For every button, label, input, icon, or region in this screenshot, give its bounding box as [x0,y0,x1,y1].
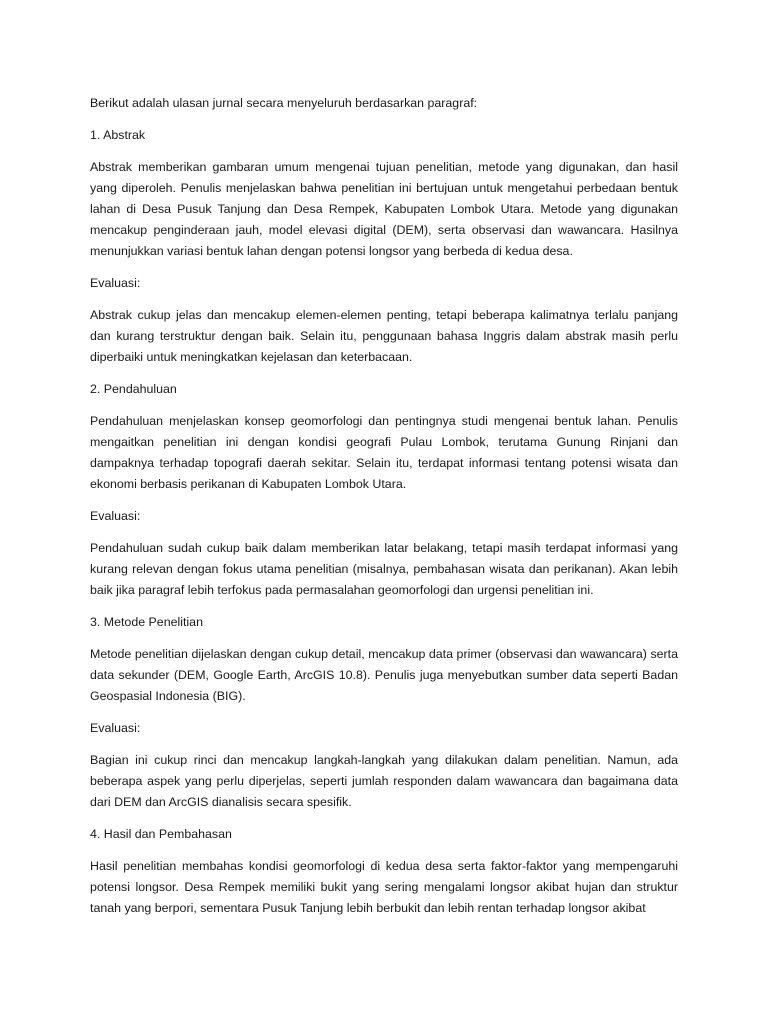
section-body-hasil: Hasil penelitian membahas kondisi geomorfologi di kedua desa serta faktor-faktor yang mempengaruhi potensi longsor. Desa Rempek memiliki bukit yang sering mengalami longsor akibat hujan dan struktur tanah yang berpori, sementara Pusuk Tanjung lebih berbukit dan lebih rentan terhadap longsor akibat [90,859,678,915]
section-body-metode: Metode penelitian dijelaskan dengan cukup detail, mencakup data primer (observasi dan wawancara) serta data sekunder (DEM, Google Earth, ArcGIS 10.8). Penulis juga menyebutkan sumber data seperti Badan Geospasial Indonesia (BIG). [90,647,678,703]
evaluation-label-metode: Evaluasi: [90,721,141,735]
section-heading-hasil: 4. Hasil dan Pembahasan [90,827,232,841]
document-page [90,93,678,919]
evaluation-body-pendahuluan: Pendahuluan sudah cukup baik dalam memberikan latar belakang, tetapi masih terdapat informasi yang kurang relevan dengan fokus utama penelitian (misalnya, pembahasan wisata dan perikanan). Akan lebih baik jika paragraf lebih terfokus pada permasalahan geomorfologi dan urgensi penelitian ini. [90,541,678,597]
section-body-abstrak: Abstrak memberikan gambaran umum mengenai tujuan penelitian, metode yang digunakan, dan hasil yang diperoleh. Penulis menjelaskan bahwa penelitian ini bertujuan untuk mengetahui perbedaan bentuk lahan di Desa Pusuk Tanjung dan Desa Rempek, Kabupaten Lombok Utara. Metode yang digunakan mencakup penginderaan jauh, model elevasi digital (DEM), serta observasi dan wawancara. Hasilnya menunjukkan variasi bentuk lahan dengan potensi longsor yang berbeda di kedua desa. [90,160,678,258]
evaluation-body-metode: Bagian ini cukup rinci dan mencakup langkah-langkah yang dilakukan dalam penelitian. Namun, ada beberapa aspek yang perlu diperjelas, seperti jumlah responden dalam wawancara dan bagaimana data dari DEM dan ArcGIS dianalisis secara spesifik. [90,753,678,809]
evaluation-body-abstrak: Abstrak cukup jelas dan mencakup elemen-elemen penting, tetapi beberapa kalimatnya terlalu panjang dan kurang terstruktur dengan baik. Selain itu, penggunaan bahasa Inggris dalam abstrak masih perlu diperbaiki untuk meningkatkan kejelasan dan keterbacaan. [90,308,678,364]
evaluation-label-pendahuluan: Evaluasi: [90,509,141,523]
intro-text: Berikut adalah ulasan jurnal secara menyeluruh berdasarkan paragraf: [90,96,478,110]
section-heading-metode: 3. Metode Penelitian [90,615,203,629]
section-body-pendahuluan: Pendahuluan menjelaskan konsep geomorfologi dan pentingnya studi mengenai bentuk lahan. Penulis mengaitkan penelitian ini dengan kondisi geografi Pulau Lombok, terutama Gunung Rinjani dan dampaknya terhadap topografi daerah sekitar. Selain itu, terdapat informasi tentang potensi wisata dan ekonomi berbasis perikanan di Kabupaten Lombok Utara. [90,414,678,491]
section-heading-abstrak: 1. Abstrak [90,128,146,142]
evaluation-label-abstrak: Evaluasi: [90,276,141,290]
section-heading-pendahuluan: 2. Pendahuluan [90,382,177,396]
